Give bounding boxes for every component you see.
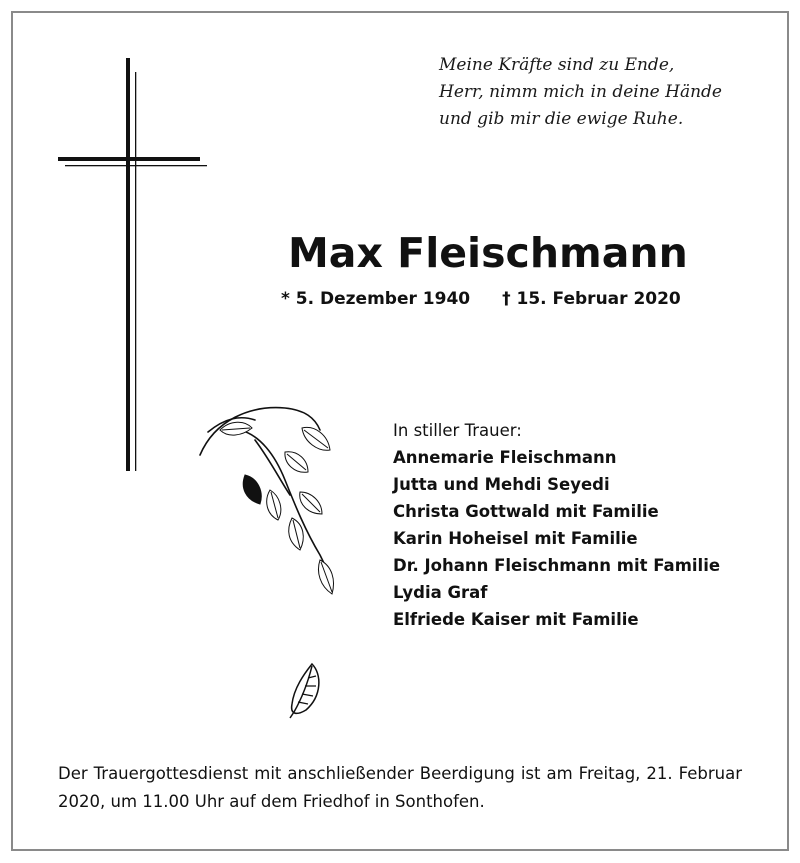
life-dates — [281, 289, 681, 309]
deceased-name: Max Fleischmann — [288, 229, 688, 277]
mourner-name: Christa Gottwald mit Familie — [393, 502, 659, 521]
funeral-service-info: Der Trauergottesdienst mit anschließender Beerdigung ist am Freitag, 21. Februar 2020, um 11.00 Uhr auf dem Friedhof in Sonthofen. — [58, 764, 742, 811]
death-date: † 15. Februar 2020 — [502, 289, 681, 309]
quote-line: Herr, nimm mich in deine Hände — [439, 82, 722, 102]
branch-illustration-icon — [180, 400, 380, 610]
quote-line: Meine Kräfte sind zu Ende, — [439, 55, 675, 75]
birth-date: * 5. Dezember 1940 — [281, 289, 471, 309]
mourner-name: Jutta und Mehdi Seyedi — [393, 475, 610, 494]
falling-leaf-icon — [282, 660, 327, 720]
mourners-intro: In stiller Trauer: — [393, 421, 522, 440]
mourner-name: Elfriede Kaiser mit Familie — [393, 610, 639, 629]
quote-line: und gib mir die ewige Ruhe. — [439, 109, 684, 129]
mourner-name: Karin Hoheisel mit Familie — [393, 529, 638, 548]
mourner-name: Annemarie Fleischmann — [393, 448, 617, 467]
mourner-name: Dr. Johann Fleischmann mit Familie — [393, 556, 721, 575]
mourners-list — [393, 417, 720, 633]
mourner-name: Lydia Graf — [393, 583, 488, 602]
quote-verse — [439, 52, 722, 133]
